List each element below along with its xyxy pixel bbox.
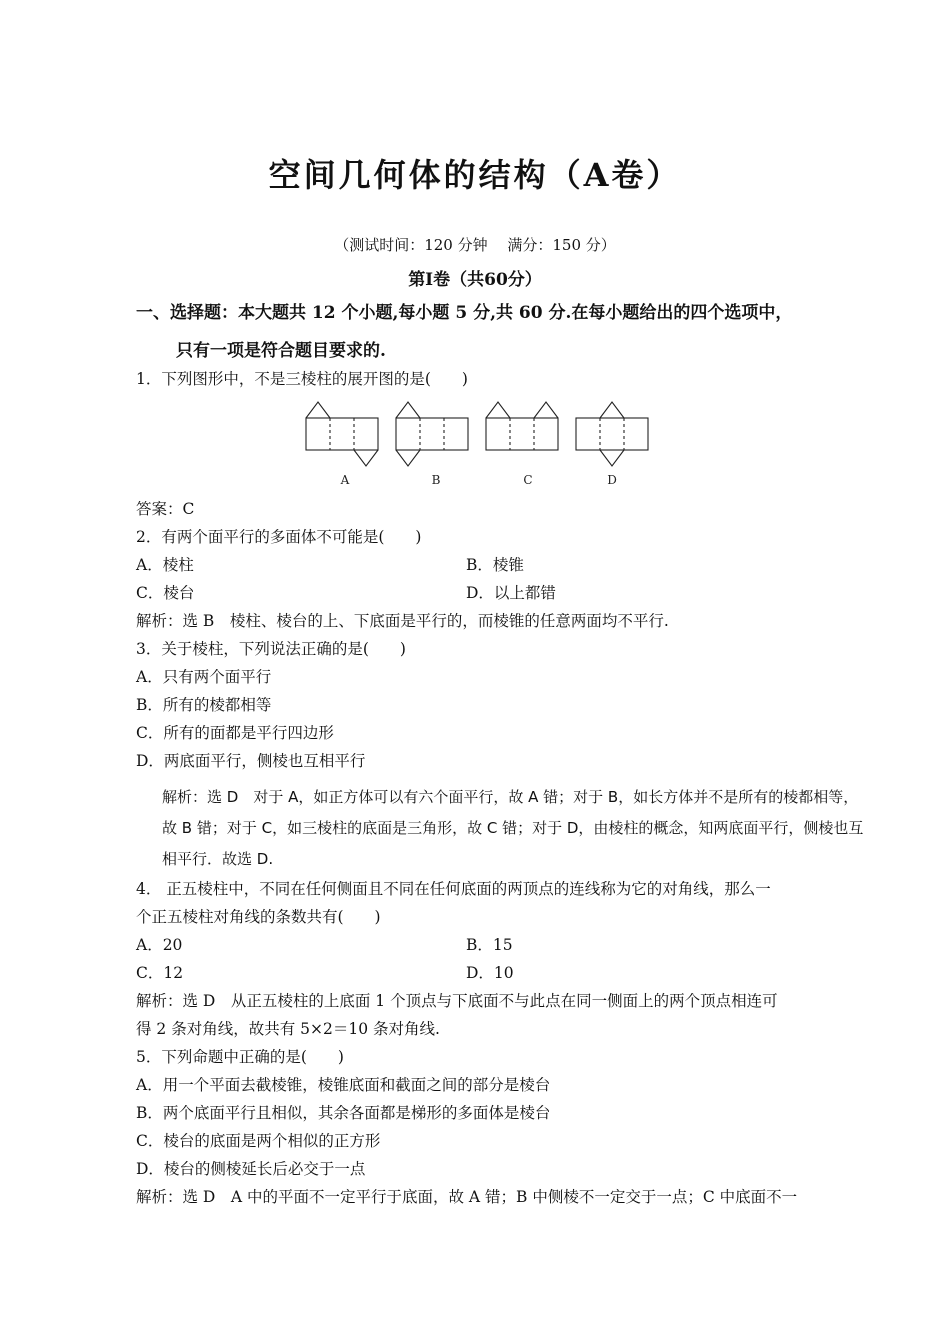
net-a: [306, 402, 378, 466]
q1-figure: [300, 398, 660, 490]
q4-stem-line1: 4． 正五棱柱中，不同在任何侧面且不同在任何底面的两顶点的连线称为它的对角线，那么一: [136, 880, 771, 898]
net-d: [576, 402, 648, 466]
q4-stem-line2: 个正五棱柱对角线的条数共有( ): [136, 908, 381, 926]
q1-answer: 答案：C: [136, 500, 195, 518]
q2-stem: 2．有两个面平行的多面体不可能是( ): [136, 528, 422, 546]
net-c: [486, 402, 558, 450]
q5-option-a: A．用一个平面去截棱锥，棱锥底面和截面之间的部分是棱台: [136, 1076, 551, 1094]
q3-option-b: B．所有的棱都相等: [136, 696, 272, 714]
section-heading-line1: 一、选择题：本大题共 12 个小题,每小题 5 分,共 60 分.在每小题给出的四个选项中，: [136, 303, 793, 323]
q5-analysis: 解析：选 D A 中的平面不一定平行于底面，故 A 错；B 中侧棱不一定交于一点；C 中底面不一: [136, 1188, 798, 1206]
q4-option-b: B．15: [466, 936, 513, 954]
q4-option-a: A．20: [136, 936, 183, 954]
q2-analysis: 解析：选 B 棱柱、棱台的上、下底面是平行的，而棱锥的任意两面均不平行.: [136, 612, 669, 630]
figure-label-a: A: [340, 473, 350, 487]
figure-label-c: C: [523, 473, 533, 487]
net-diagrams: [300, 398, 660, 490]
part-heading: 第Ⅰ卷（共60分）: [408, 270, 542, 290]
q4-option-d: D．10: [466, 964, 514, 982]
q5-option-c: C．棱台的底面是两个相似的正方形: [136, 1132, 381, 1150]
q2-option-d: D．以上都错: [466, 584, 556, 602]
q3-analysis-line1: 解析：选 D 对于 A，如正方体可以有六个面平行，故 A 错；对于 B，如长方体并不是所有的棱都相等，: [162, 788, 859, 806]
net-b: [396, 402, 468, 466]
q5-option-d: D．棱台的侧棱延长后必交于一点: [136, 1160, 366, 1178]
q5-stem: 5．下列命题中正确的是( ): [136, 1048, 344, 1066]
q4-analysis-line1: 解析：选 D 从正五棱柱的上底面 1 个顶点与下底面不与此点在同一侧面上的两个顶点相连可: [136, 992, 778, 1010]
q4-analysis-line2: 得 2 条对角线，故共有 5×2＝10 条对角线.: [136, 1020, 440, 1038]
q3-analysis-line2: 故 B 错；对于 C，如三棱柱的底面是三角形，故 C 错；对于 D，由棱柱的概念，知两底面平行，侧棱也互: [162, 819, 864, 837]
section-heading-line2: 只有一项是符合题目要求的.: [176, 341, 386, 361]
figure-label-b: B: [431, 473, 441, 487]
q3-option-d: D．两底面平行，侧棱也互相平行: [136, 752, 366, 770]
q2-option-b: B．棱锥: [466, 556, 524, 574]
test-meta: （测试时间：120 分钟 满分：150 分）: [334, 236, 616, 254]
page-title: 空间几何体的结构（A卷）: [268, 156, 682, 194]
figure-label-d: D: [607, 473, 617, 487]
q4-option-c: C．12: [136, 964, 184, 982]
q3-stem: 3．关于棱柱，下列说法正确的是( ): [136, 640, 406, 658]
q2-option-a: A．棱柱: [136, 556, 194, 574]
q3-analysis-line3: 相平行．故选 D.: [162, 850, 274, 868]
q5-option-b: B．两个底面平行且相似，其余各面都是梯形的多面体是棱台: [136, 1104, 551, 1122]
q2-option-c: C．棱台: [136, 584, 195, 602]
q3-option-c: C．所有的面都是平行四边形: [136, 724, 334, 742]
q3-option-a: A．只有两个面平行: [136, 668, 272, 686]
q1-stem: 1．下列图形中，不是三棱柱的展开图的是( ): [136, 370, 468, 388]
